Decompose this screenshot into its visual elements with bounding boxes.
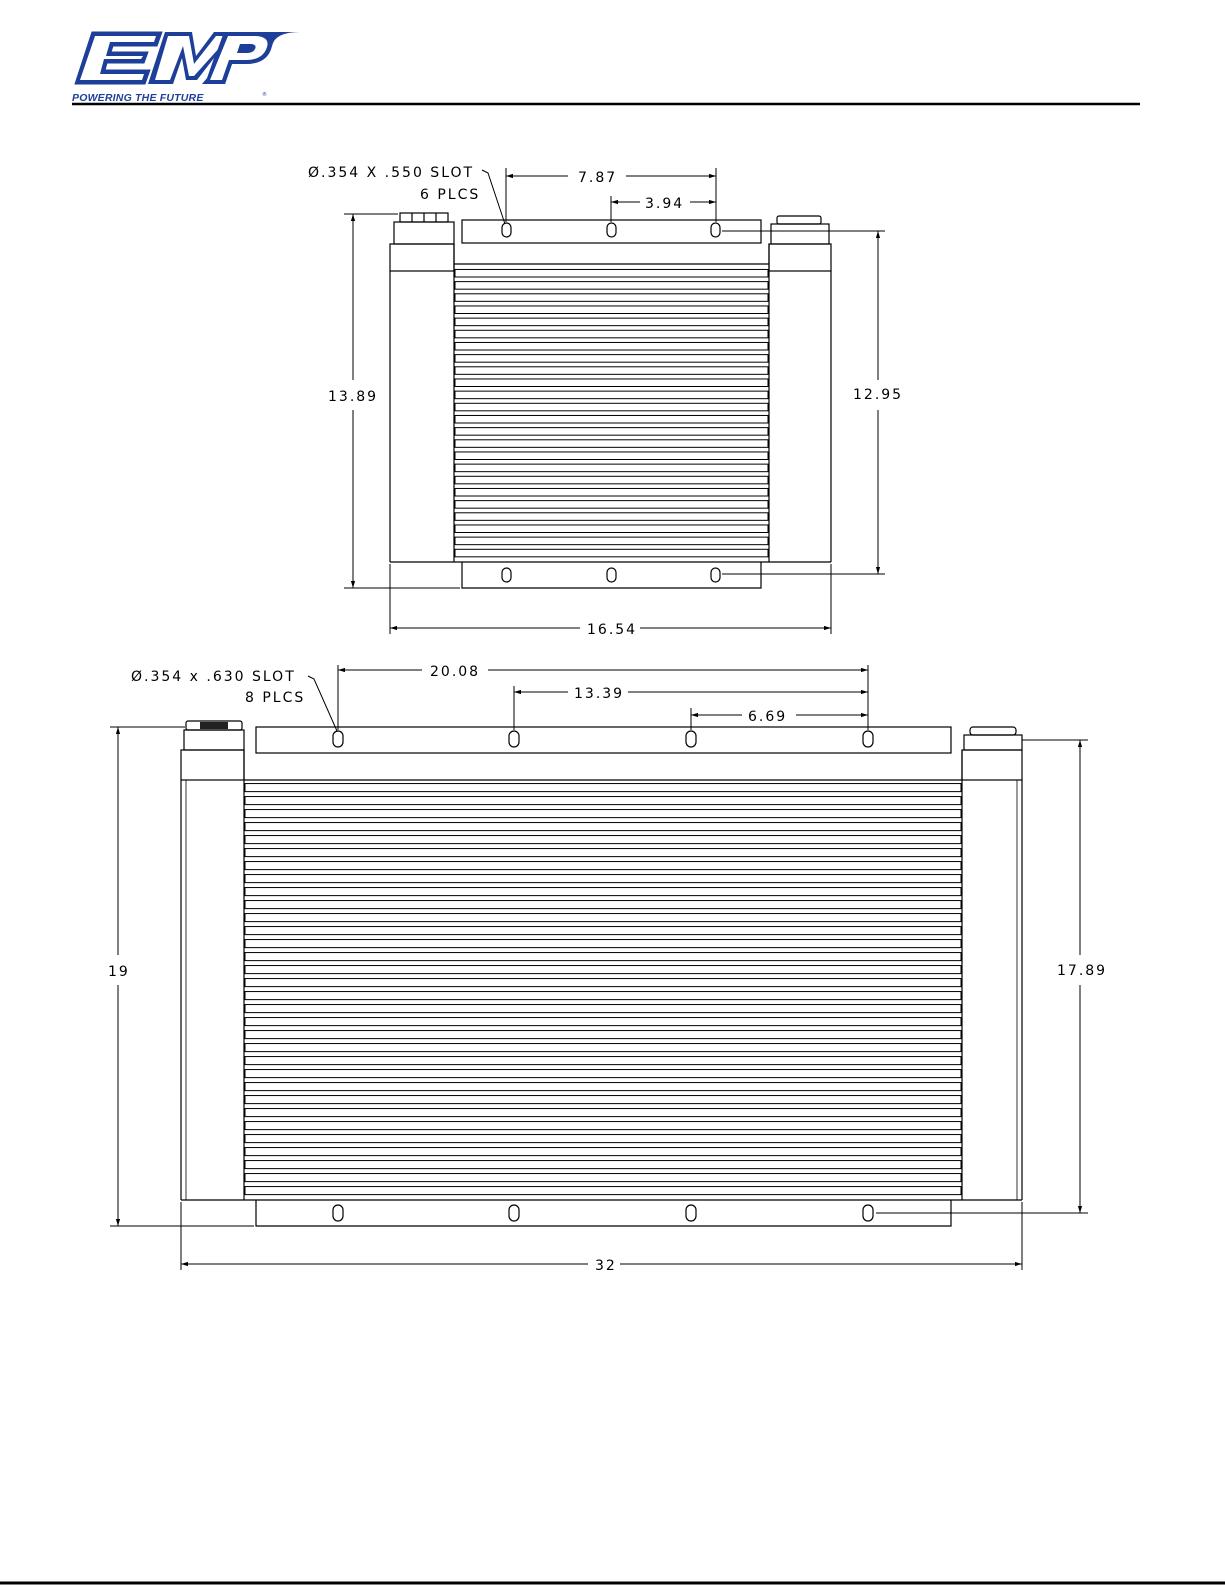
core-fin bbox=[455, 513, 768, 521]
bottom-bracket bbox=[462, 562, 761, 588]
core-fin bbox=[455, 549, 768, 557]
core-fin bbox=[245, 901, 961, 909]
core-fin bbox=[455, 403, 768, 411]
core-fin bbox=[455, 452, 768, 460]
mounting-slot bbox=[686, 1205, 696, 1221]
mounting-slot bbox=[607, 568, 616, 582]
dim-large-top-inner: 6.69 bbox=[748, 709, 788, 725]
right-fitting-body bbox=[964, 735, 1022, 750]
mounting-slot bbox=[863, 1205, 873, 1221]
mounting-slot bbox=[686, 731, 696, 747]
slot-callout-small-line1: Ø.354 X .550 SLOT bbox=[308, 165, 475, 181]
core-fin bbox=[455, 525, 768, 533]
core-fin bbox=[455, 440, 768, 448]
dim-small-height-left: 13.89 bbox=[328, 389, 379, 405]
core-fin bbox=[455, 355, 768, 363]
slot-callout-small-line2: 6 PLCS bbox=[420, 187, 481, 203]
left-tank-top bbox=[390, 244, 454, 271]
mounting-slot bbox=[607, 223, 616, 237]
small-cooler-drawing bbox=[390, 213, 831, 588]
mounting-slot bbox=[509, 1205, 519, 1221]
dim-small-width: 16.54 bbox=[587, 622, 638, 638]
dim-small-top-inner: 3.94 bbox=[645, 196, 685, 212]
core-fin bbox=[455, 342, 768, 350]
core-fin bbox=[245, 875, 961, 883]
core-fin bbox=[455, 428, 768, 436]
core-fin bbox=[245, 1044, 961, 1052]
trademark-symbol: ® bbox=[262, 92, 267, 98]
mounting-slot bbox=[502, 223, 511, 237]
dim-small-top-outer: 7.87 bbox=[578, 170, 618, 186]
core-fin bbox=[245, 1057, 961, 1065]
large-cooler-drawing bbox=[181, 721, 1022, 1226]
core-fin bbox=[245, 1109, 961, 1117]
core-fin bbox=[455, 269, 768, 277]
core-fin bbox=[245, 1083, 961, 1091]
core-fin bbox=[455, 294, 768, 302]
core-fin bbox=[245, 797, 961, 805]
mounting-slot bbox=[509, 731, 519, 747]
left-tank-top bbox=[181, 750, 244, 780]
core-fin bbox=[245, 1148, 961, 1156]
core-fin bbox=[245, 836, 961, 844]
company-logo bbox=[72, 32, 300, 104]
dim-small-height-right: 12.95 bbox=[853, 387, 904, 403]
small-cooler-dimensions bbox=[308, 165, 903, 638]
mounting-slot bbox=[333, 1205, 343, 1221]
core-fin bbox=[245, 927, 961, 935]
core-fin bbox=[245, 1187, 961, 1195]
dim-large-height-left: 19 bbox=[108, 964, 130, 980]
core-fin bbox=[245, 914, 961, 922]
core-fin bbox=[245, 784, 961, 792]
large-cooler-dimensions bbox=[108, 664, 1107, 1274]
core-fin bbox=[245, 862, 961, 870]
mounting-slot bbox=[502, 568, 511, 582]
logo-tagline: POWERING THE FUTURE bbox=[72, 92, 204, 104]
large-core-fins bbox=[245, 784, 961, 1195]
small-core-fins bbox=[455, 269, 768, 556]
core-fin bbox=[245, 940, 961, 948]
right-fitting-cap bbox=[970, 727, 1016, 735]
core-fin bbox=[455, 501, 768, 509]
core-fin bbox=[455, 282, 768, 290]
core-fin bbox=[455, 306, 768, 314]
logo-mark bbox=[75, 32, 300, 84]
core-fin bbox=[245, 992, 961, 1000]
core-fin bbox=[455, 330, 768, 338]
left-fitting-body bbox=[184, 730, 244, 750]
core-fin bbox=[455, 367, 768, 375]
core-fin bbox=[245, 966, 961, 974]
core-fin bbox=[455, 415, 768, 423]
dim-large-height-right: 17.89 bbox=[1057, 963, 1108, 979]
core-fin bbox=[245, 849, 961, 857]
bottom-bracket bbox=[256, 1200, 951, 1226]
mounting-slot bbox=[863, 731, 873, 747]
right-tank-top bbox=[769, 244, 831, 271]
core-fin bbox=[245, 1070, 961, 1078]
core-fin bbox=[245, 1031, 961, 1039]
mounting-slot bbox=[711, 223, 720, 237]
core-fin bbox=[245, 953, 961, 961]
core-fin bbox=[245, 1096, 961, 1104]
core-fin bbox=[455, 379, 768, 387]
right-fitting-body bbox=[771, 224, 829, 244]
right-fitting-cap bbox=[777, 216, 821, 224]
core-fin bbox=[245, 1005, 961, 1013]
core-fin bbox=[245, 1018, 961, 1026]
mounting-slot bbox=[711, 568, 720, 582]
core-fin bbox=[245, 1122, 961, 1130]
core-fin bbox=[455, 318, 768, 326]
core-fin bbox=[245, 1161, 961, 1169]
core-fin bbox=[245, 1174, 961, 1182]
core-fin bbox=[455, 537, 768, 545]
left-fitting-body bbox=[394, 222, 454, 244]
mounting-slot bbox=[333, 731, 343, 747]
top-bracket bbox=[256, 727, 951, 753]
core-fin bbox=[245, 810, 961, 818]
core-fin bbox=[245, 979, 961, 987]
dim-large-top-outer: 20.08 bbox=[430, 664, 481, 680]
core-fin bbox=[455, 476, 768, 484]
dim-large-width: 32 bbox=[595, 1258, 617, 1274]
dim-large-top-mid: 13.39 bbox=[574, 686, 625, 702]
core-fin bbox=[245, 888, 961, 896]
slot-callout-large-line1: Ø.354 x .630 SLOT bbox=[131, 669, 296, 685]
right-tank-top bbox=[962, 750, 1022, 780]
core-fin bbox=[455, 391, 768, 399]
slot-callout-large-line2: 8 PLCS bbox=[245, 690, 306, 706]
core-fin bbox=[245, 823, 961, 831]
core-fin bbox=[455, 488, 768, 496]
core-fin bbox=[245, 1135, 961, 1143]
core-fin bbox=[455, 464, 768, 472]
